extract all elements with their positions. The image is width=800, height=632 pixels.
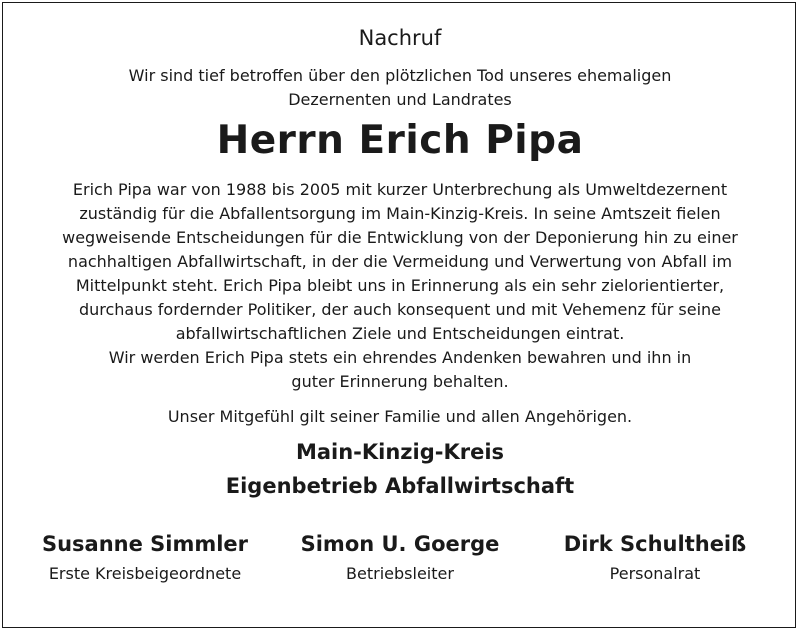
- biography-paragraph: [44, 178, 756, 346]
- signatory-role: Erste Kreisbeigeordnete: [48, 564, 242, 583]
- memory-line: guter Erinnerung behalten.: [291, 372, 509, 391]
- biography-line: wegweisende Entscheidungen für die Entwicklung von der Deponierung hin zu einer: [62, 228, 738, 247]
- signatory-name: Dirk Schultheiß: [563, 532, 747, 556]
- memory-line: Wir werden Erich Pipa stets ein ehrendes Andenken bewahren und ihn in: [108, 348, 692, 367]
- signatory-role: Betriebsleiter: [346, 564, 454, 583]
- biography-line: durchaus fordernder Politiker, der auch konsequent und mit Vehemenz für seine: [78, 300, 722, 319]
- intro-line: Dezernenten und Landrates: [288, 90, 512, 109]
- organization-department: Eigenbetrieb Abfallwirtschaft: [225, 474, 575, 498]
- memory-paragraph: [0, 346, 800, 394]
- intro-text: [0, 64, 800, 112]
- signatory-block: [20, 532, 270, 583]
- signatory-name: Susanne Simmler: [41, 532, 249, 556]
- biography-line: Mittelpunkt steht. Erich Pipa bleibt uns in Erinnerung als ein sehr zielorientierter,: [75, 276, 725, 295]
- biography-line: nachhaltigen Abfallwirtschaft, in der die Vermeidung und Verwertung von Abfall im: [67, 252, 733, 271]
- biography-line: Erich Pipa war von 1988 bis 2005 mit kurzer Unterbrechung als Umweltdezernent: [72, 180, 728, 199]
- signatory-block: [275, 532, 525, 583]
- notice-heading: Nachruf: [358, 26, 442, 50]
- signatory-block: [530, 532, 780, 583]
- organization-name: Main-Kinzig-Kreis: [295, 440, 505, 464]
- signatory-role: Personalrat: [609, 564, 701, 583]
- condolence-text: Unser Mitgefühl gilt seiner Familie und allen Angehörigen.: [167, 407, 633, 426]
- biography-line: zuständig für die Abfallentsorgung im Main-Kinzig-Kreis. In seine Amtszeit fielen: [79, 204, 721, 223]
- intro-line: Wir sind tief betroffen über den plötzlichen Tod unseres ehemaligen: [128, 66, 672, 85]
- biography-line: abfallwirtschaftlichen Ziele und Entscheidungen eintrat.: [175, 324, 625, 343]
- signatory-name: Simon U. Goerge: [300, 532, 500, 556]
- deceased-name: Herrn Erich Pipa: [216, 118, 584, 163]
